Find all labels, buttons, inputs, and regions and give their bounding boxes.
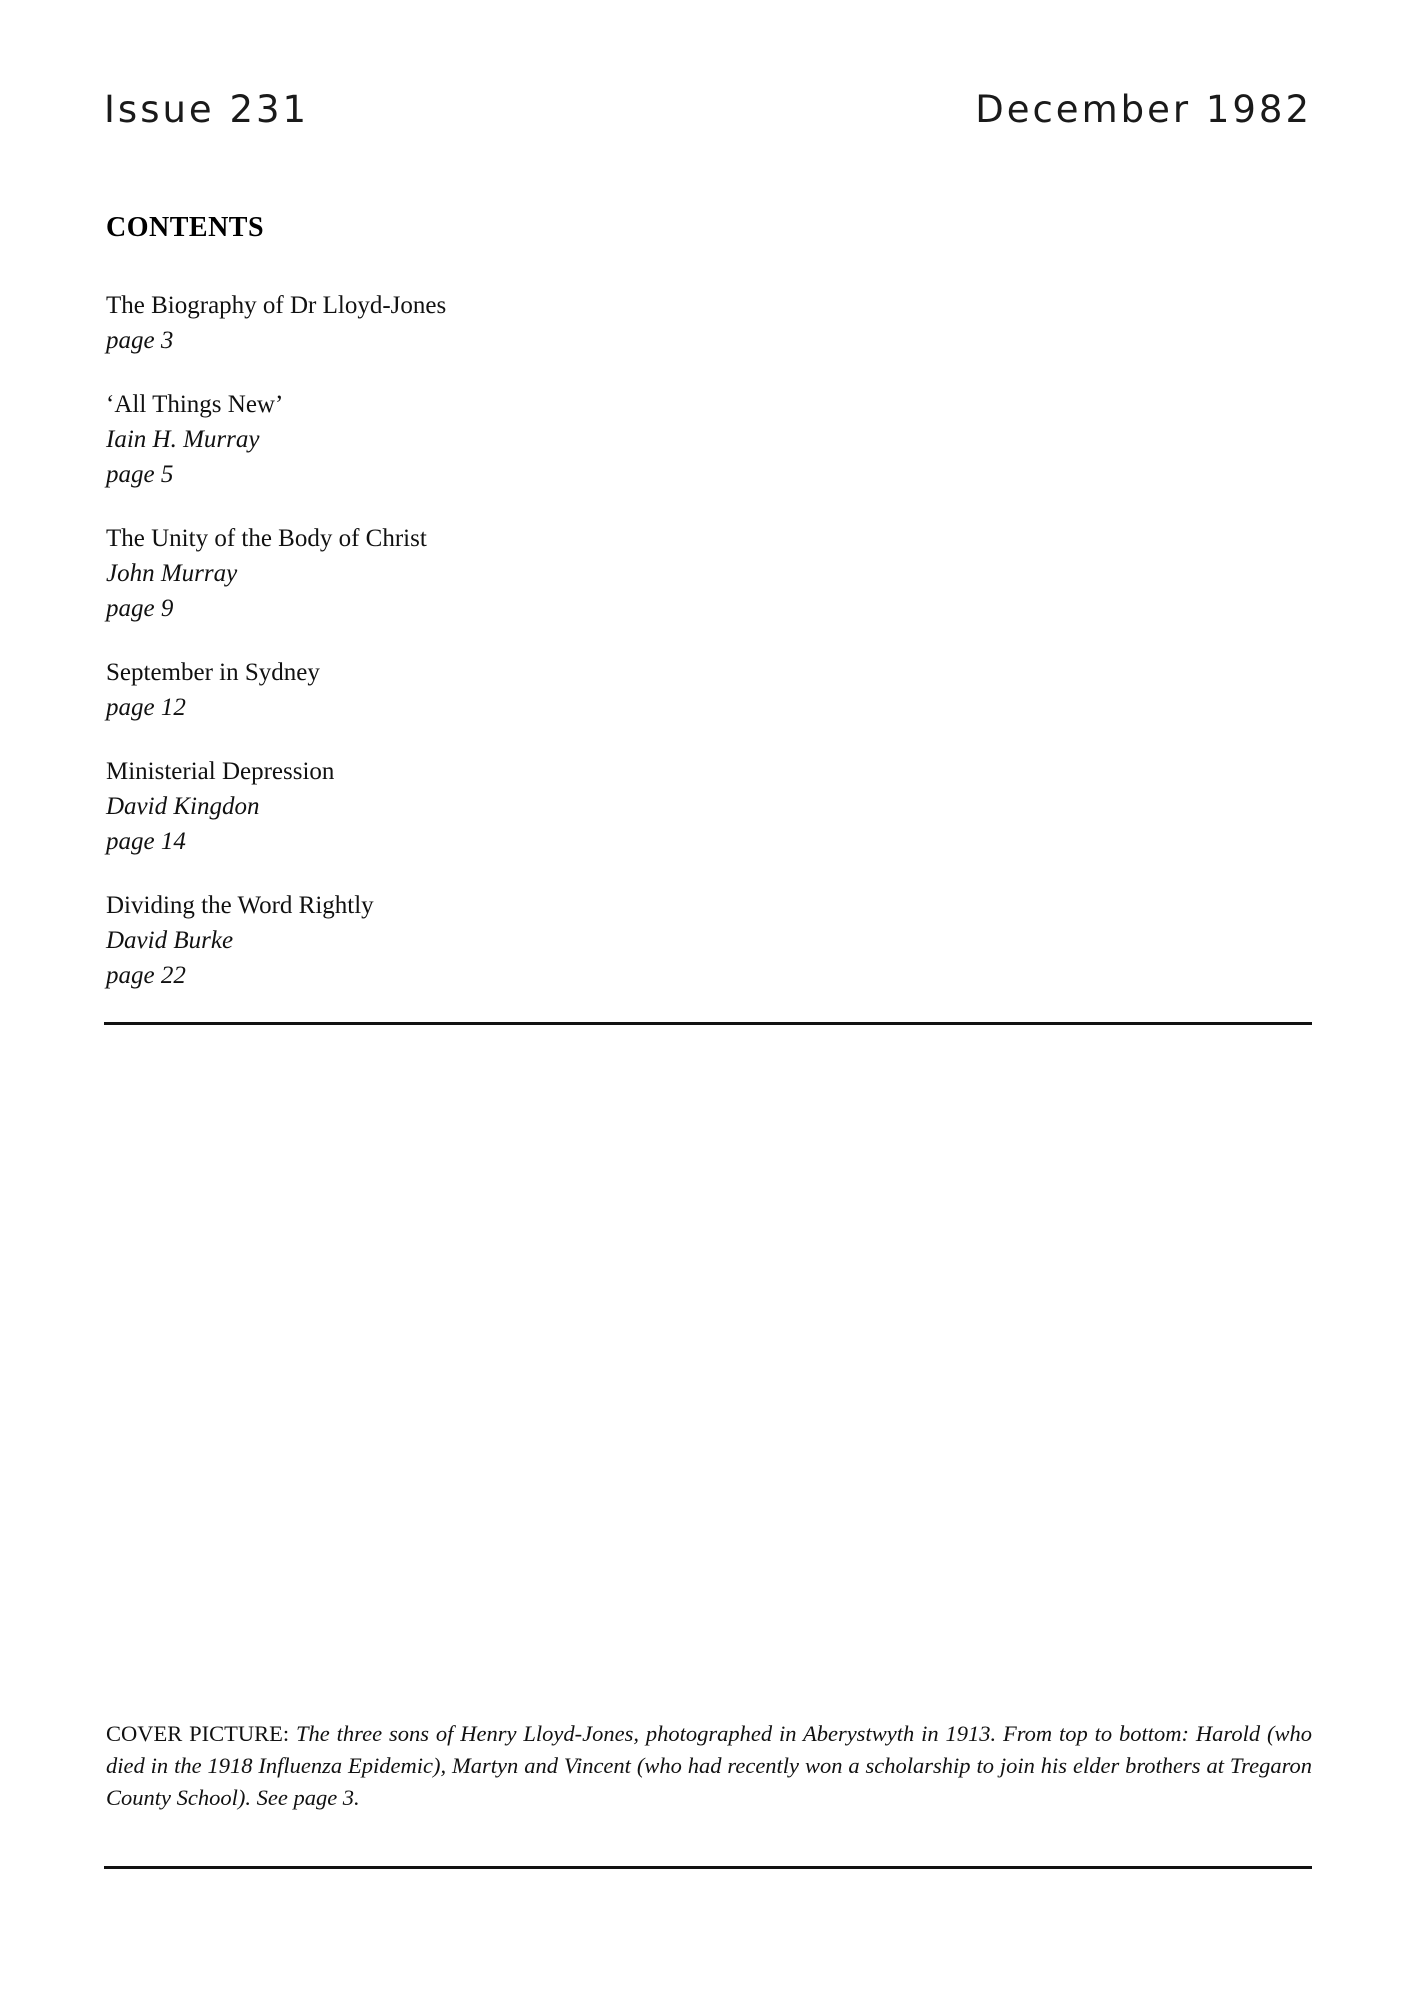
toc-title: September in Sydney <box>106 659 320 686</box>
toc-title: The Unity of the Body of Christ <box>106 525 427 552</box>
cover-picture-text: The three sons of Henry Lloyd-Jones, photographed in Aberystwyth in 1913. From top to bottom: Harold (who died in the 1918 Influenza Epidemic), Martyn and Vincent (who had recently won a scholarship to join his elder brothers at Tregaron County School). See page 3. <box>106 1721 1312 1810</box>
page-content-frame <box>104 0 1312 2000</box>
masthead <box>104 88 1312 131</box>
cover-picture-label: COVER PICTURE: <box>106 1721 290 1746</box>
toc-page: page 22 <box>106 962 186 989</box>
contents-heading: CONTENTS <box>106 212 265 243</box>
toc-author: David Burke <box>106 927 234 954</box>
list-item[interactable] <box>106 288 906 358</box>
toc-author: Iain H. Murray <box>106 426 260 453</box>
toc-title: Ministerial Depression <box>106 758 335 785</box>
list-item[interactable] <box>106 754 906 859</box>
toc-page: page 3 <box>106 327 174 354</box>
toc-title: ‘All Things New’ <box>106 391 284 418</box>
toc-page: page 5 <box>106 461 174 488</box>
toc-author: John Murray <box>106 560 238 587</box>
divider-rule-top <box>104 1022 1312 1025</box>
toc-title: Dividing the Word Rightly <box>106 892 374 919</box>
list-item[interactable] <box>106 655 906 725</box>
toc-author: David Kingdon <box>106 793 260 820</box>
issue-number: Issue 231 <box>104 88 310 131</box>
list-item[interactable] <box>106 888 906 993</box>
list-item[interactable] <box>106 521 906 626</box>
contents-list <box>106 288 906 1022</box>
issue-date: December 1982 <box>975 88 1312 131</box>
toc-title: The Biography of Dr Lloyd-Jones <box>106 292 447 319</box>
list-item[interactable] <box>106 387 906 492</box>
cover-picture-caption <box>106 1718 1312 1814</box>
toc-page: page 14 <box>106 828 186 855</box>
divider-rule-bottom <box>104 1866 1312 1869</box>
toc-page: page 9 <box>106 595 174 622</box>
toc-page: page 12 <box>106 694 186 721</box>
